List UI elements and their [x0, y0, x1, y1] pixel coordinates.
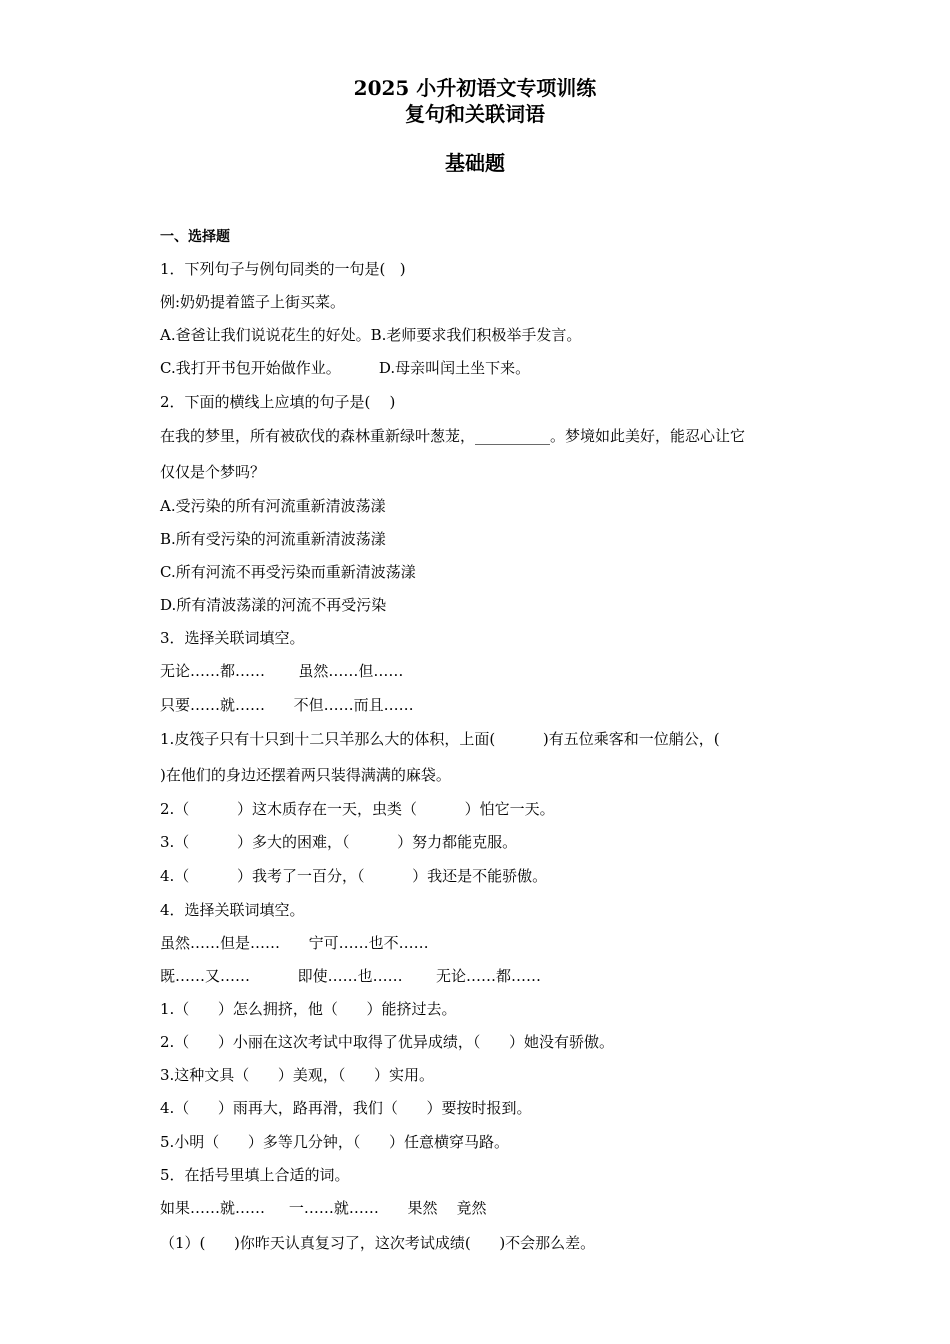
- question-1-options-ab: A.爸爸让我们说说花生的好处。B.老师要求我们积极举手发言。: [160, 326, 582, 344]
- question-4-item-2: 2.（ ）小丽在这次考试中取得了优异成绩，（ ）她没有骄傲。: [160, 1033, 615, 1051]
- doc-level-heading: 基础题: [445, 151, 505, 175]
- question-2-option-b: B.所有受污染的河流重新清波荡漾: [160, 530, 386, 548]
- question-3-item-4: 4.（ ）我考了一百分，（ ）我还是不能骄傲。: [160, 867, 548, 885]
- question-2-option-a: A.受污染的所有河流重新清波荡漾: [160, 497, 386, 515]
- question-2-option-c: C.所有河流不再受污染而重新清波荡漾: [160, 563, 416, 581]
- question-3-wordbank-1: 无论……都…… 虽然……但……: [160, 662, 404, 680]
- doc-subtitle: 复句和关联词语: [405, 102, 545, 126]
- question-3-item-1: 1.皮筏子只有十只到十二只羊那么大的体积，上面( )有五位乘客和一位艄公，(: [160, 730, 720, 748]
- question-2-stem: 2．下面的横线上应填的句子是( ): [160, 393, 396, 411]
- question-4-wordbank-1: 虽然……但是…… 宁可……也不……: [160, 934, 429, 952]
- question-5-wordbank: 如果……就…… 一……就…… 果然 竟然: [160, 1199, 487, 1217]
- question-4-item-3: 3.这种文具（ ）美观，（ ）实用。: [160, 1066, 435, 1084]
- question-3-stem: 3．选择关联词填空。: [160, 629, 305, 647]
- question-2-passage: 在我的梦里，所有被砍伐的森林重新绿叶葱茏，__________。梦境如此美好，能忍心让它: [160, 427, 746, 445]
- question-4-wordbank-2: 既……又…… 即使……也…… 无论……都……: [160, 967, 542, 985]
- question-2-passage-cont: 仅仅是个梦吗？: [160, 463, 266, 481]
- question-3-item-2: 2.（ ）这木质存在一天，虫类（ ）怕它一天。: [160, 800, 555, 818]
- question-4-item-5: 5.小明（ ）多等几分钟，（ ）任意横穿马路。: [160, 1133, 510, 1151]
- question-4-item-1: 1.（ ）怎么拥挤，他（ ）能挤过去。: [160, 1000, 457, 1018]
- question-1-options-cd: C.我打开书包开始做作业。 D.母亲叫闰土坐下来。: [160, 359, 531, 377]
- section-heading: 一、选择题: [160, 229, 230, 245]
- question-3-item-1-cont: )在他们的身边还摆着两只装得满满的麻袋。: [160, 766, 451, 784]
- question-2-option-d: D.所有清波荡漾的河流不再受污染: [160, 596, 387, 614]
- question-1-stem: 1．下列句子与例句同类的一句是( ): [160, 260, 406, 278]
- question-3-item-3: 3.（ ）多大的困难，（ ）努力都能克服。: [160, 833, 518, 851]
- question-1-example: 例:奶奶提着篮子上街买菜。: [160, 293, 346, 311]
- doc-title: 2025 小升初语文专项训练: [353, 76, 597, 100]
- question-3-wordbank-2: 只要……就…… 不但……而且……: [160, 696, 414, 714]
- question-5-stem: 5．在括号里填上合适的词。: [160, 1166, 350, 1184]
- question-4-item-4: 4.（ ）雨再大，路再滑，我们（ ）要按时报到。: [160, 1099, 532, 1117]
- question-4-stem: 4．选择关联词填空。: [160, 901, 305, 919]
- question-5-item-1: （1）( )你昨天认真复习了，这次考试成绩( )不会那么差。: [160, 1234, 596, 1252]
